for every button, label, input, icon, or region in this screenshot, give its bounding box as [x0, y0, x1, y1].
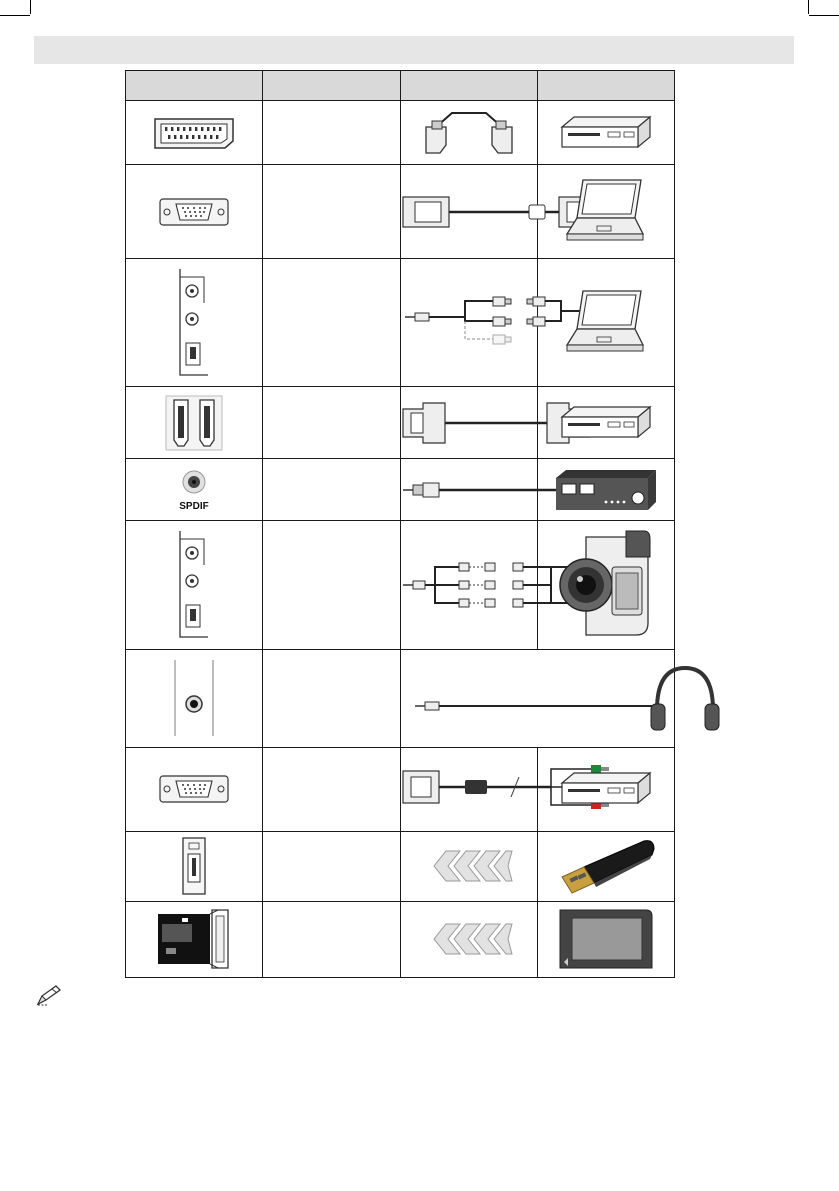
crop-mark: [808, 0, 809, 14]
connection-type-cell: [263, 901, 400, 977]
table-row: [126, 831, 675, 901]
dvd-player-icon: [537, 747, 674, 831]
table-row: [126, 387, 675, 459]
vga-socket-icon: [126, 747, 263, 831]
camcorder-icon: [537, 521, 674, 649]
hdmi-sockets-icon: [126, 387, 263, 459]
headphone-jack-icon: [126, 649, 263, 747]
header-device: [537, 71, 674, 101]
table-row: [126, 649, 675, 747]
section-header-bar: [34, 36, 794, 64]
dvd-player-icon: [537, 101, 674, 165]
insert-arrows-icon: [400, 901, 537, 977]
scart-socket-icon: [126, 101, 263, 165]
header-type: [263, 71, 400, 101]
table-header-row: [126, 71, 675, 101]
crop-mark: [30, 0, 31, 14]
connection-type-cell: [263, 649, 400, 747]
coaxial-cable-icon: [400, 459, 537, 521]
header-cables: [400, 71, 537, 101]
hdmi-cable-icon: [400, 387, 537, 459]
connection-type-cell: [263, 101, 400, 165]
connection-type-cell: [263, 259, 400, 387]
scart-cable-icon: [400, 101, 537, 165]
vga-socket-icon: [126, 165, 263, 259]
spdif-socket-icon: [126, 459, 263, 521]
amplifier-icon: [537, 459, 674, 521]
connection-type-cell: [263, 521, 400, 649]
spdif-label: SPDIF: [179, 500, 209, 512]
crop-mark: [0, 15, 30, 16]
usb-port-icon: [126, 831, 263, 901]
usb-stick-icon: [537, 831, 674, 901]
cam-module-icon: [537, 901, 674, 977]
table-row: [126, 747, 675, 831]
connection-table: [125, 70, 675, 978]
connection-type-cell: [263, 831, 400, 901]
side-av-panel-icon: [126, 521, 263, 649]
connection-type-cell: [263, 387, 400, 459]
header-connector: [126, 71, 263, 101]
table-row: [126, 259, 675, 387]
table-row: [126, 165, 675, 259]
note-row: [36, 984, 62, 1006]
vga-cable-icon: [400, 165, 537, 259]
pencil-note-icon: [36, 984, 62, 1006]
connection-type-cell: [263, 165, 400, 259]
connection-type-cell: [263, 747, 400, 831]
connection-type-cell: [263, 459, 400, 521]
green-plug: [591, 765, 601, 773]
table-row: [126, 459, 675, 521]
av-cable-icon: [400, 521, 537, 649]
side-av-panel-icon: [126, 259, 263, 387]
insert-arrows-icon: [400, 831, 537, 901]
crop-mark: [809, 15, 839, 16]
table-row: [126, 521, 675, 649]
table-row: [126, 101, 675, 165]
pc-audio-cable-icon: [400, 259, 537, 387]
ypbpr-cable-icon: [400, 747, 537, 831]
ci-slot-icon: [126, 901, 263, 977]
laptop-icon: [537, 259, 674, 387]
table-row: [126, 901, 675, 977]
headphone-cable-icon: [400, 649, 675, 747]
